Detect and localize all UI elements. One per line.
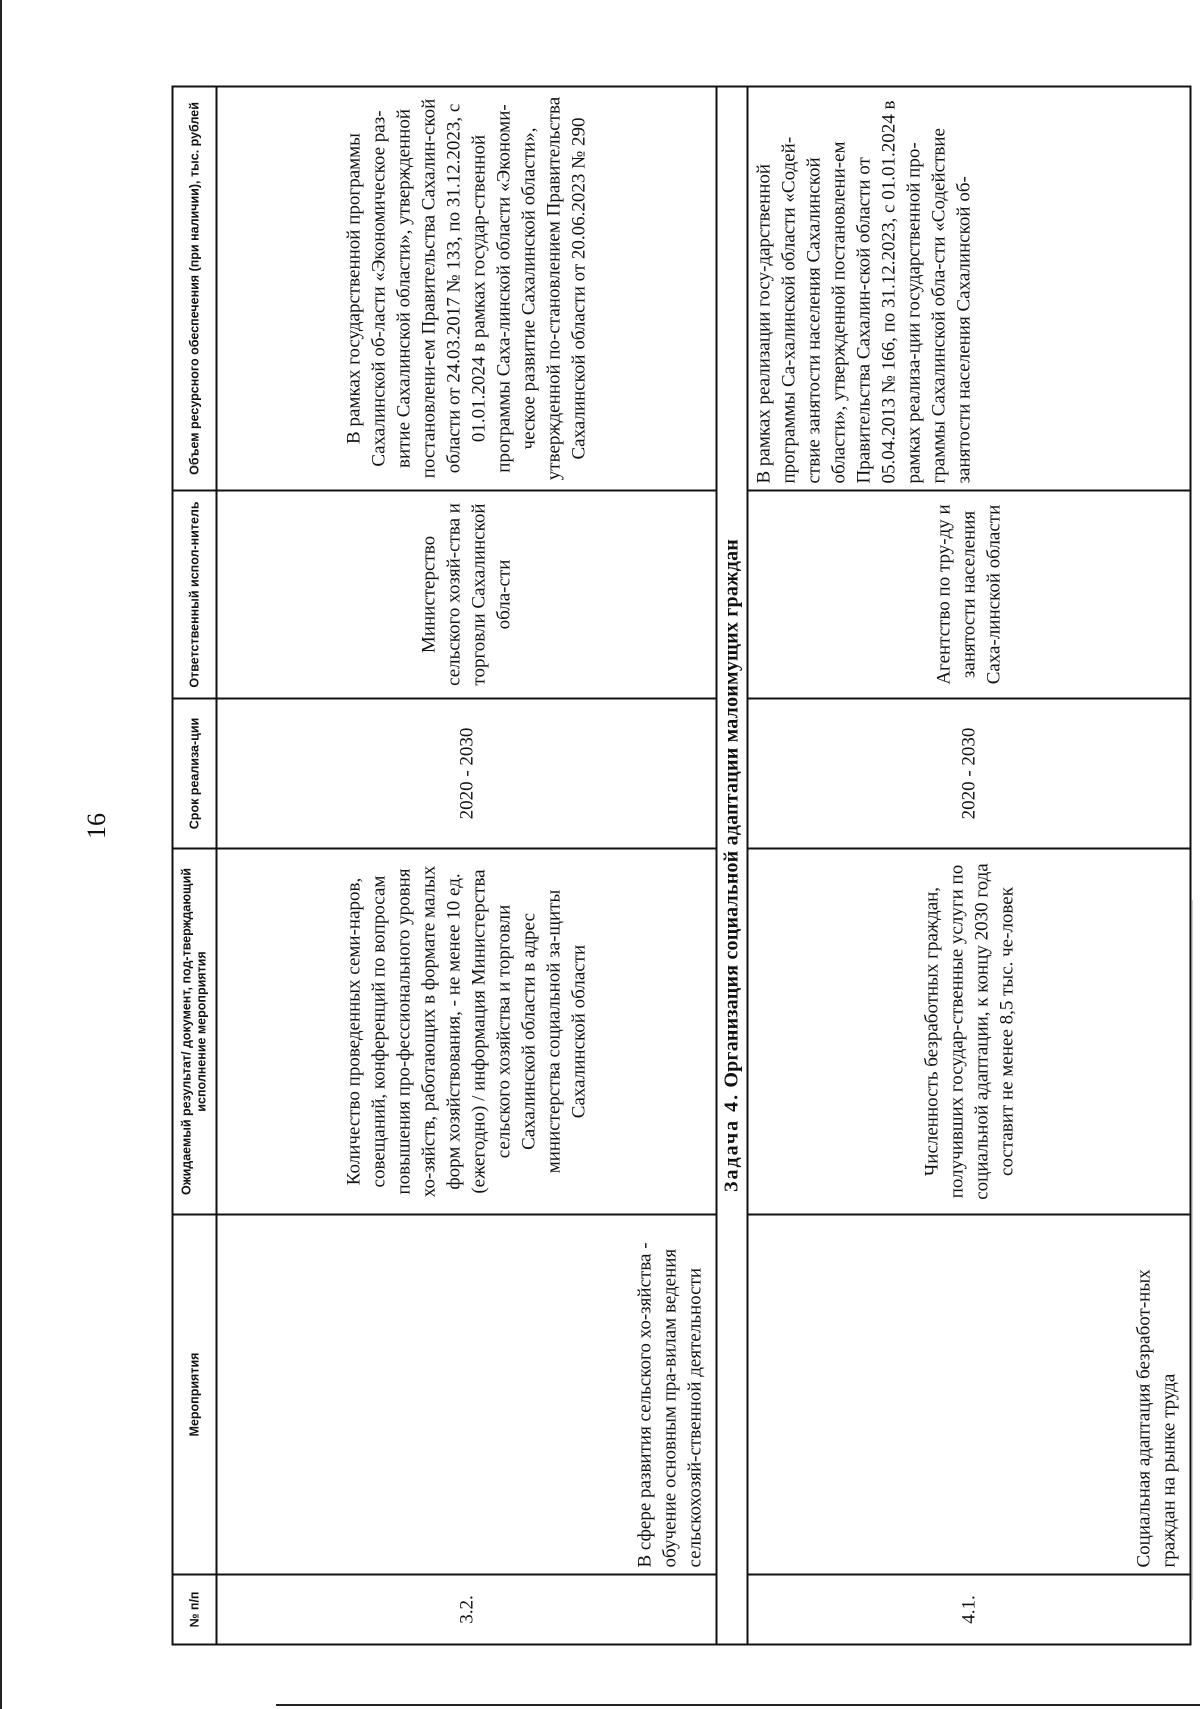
table-row bbox=[217, 87, 717, 1645]
task-title: Организация социальной адаптации малоимущих граждан bbox=[720, 538, 743, 1088]
measures-table-rotated bbox=[172, 88, 1189, 1646]
task-heading bbox=[717, 87, 748, 1645]
row-number: 4.1. bbox=[748, 1575, 1191, 1645]
row-event: В сфере развития сельского хо-зяйства - обучение основным пра-вилам ведения сельскохозяй-ственной деятельности bbox=[217, 1215, 717, 1575]
header-event: Мероприятия bbox=[173, 1215, 217, 1575]
table-row bbox=[748, 87, 1191, 1645]
row-executor: Агентство по тру-ду и занятости населения Саха-линской области bbox=[748, 491, 1191, 699]
task-label: Задача 4. bbox=[720, 1092, 743, 1193]
task-heading-row bbox=[717, 87, 748, 1645]
row-funding: В рамках государственной программы Сахалинской об-ласти «Экономическое раз-витие Сахалинской области», утвержденной постановлени-ем Правительства Сахалин-ской области от 24.03.2017 № 133, по 31.12.2023, с 01.01.2024 в рамках государ-ственной программы Саха-линской области «Экономи-ческое развитие Сахалинской области», утвержденной по-становлением Правительства Сахалинской области от 20.06.2023 № 290 bbox=[217, 87, 717, 491]
header-num: № п/п bbox=[173, 1575, 217, 1645]
header-period: Срок реализа-ции bbox=[173, 699, 217, 849]
measures-table bbox=[172, 86, 1192, 1646]
scan-edge-bottom bbox=[276, 1704, 1200, 1706]
row-result: Количество проведенных семи-наров, совещаний, конференций по вопросам повышения про-фессионального уровня хо-зяйств, работающих в формате малых форм хозяйствования, - не менее 10 ед. (ежегодно) / информация Министерства сельского хозяйства и торговли Сахалинской области в адрес министерства социальной за-щиты Сахалинской области bbox=[217, 849, 717, 1215]
header-funding: Объем ресурсного обеспечения (при наличии), тыс. рублей bbox=[173, 87, 217, 491]
row-result: Численность безработных граждан, получивших государ-ственные услуги по социальной адаптации, к концу 2030 года составит не менее 8,5 тыс. че-ловек bbox=[748, 849, 1191, 1215]
header-result: Ожидаемый результат/ документ, под-тверждающий исполнение мероприятия bbox=[173, 849, 217, 1215]
row-event: Социальная адаптация безработ-ных граждан на рынке труда bbox=[748, 1215, 1191, 1575]
row-period: 2020 - 2030 bbox=[748, 699, 1191, 849]
page-number: 16 bbox=[82, 813, 111, 839]
row-period: 2020 - 2030 bbox=[217, 699, 717, 849]
scan-edge-right bbox=[1192, 900, 1193, 1600]
row-executor: Министерство сельского хозяй-ства и торговли Сахалинской обла-сти bbox=[217, 491, 717, 699]
scan-edge-left bbox=[0, 0, 2, 1709]
table-header-row bbox=[173, 87, 217, 1645]
row-funding: В рамках реализации госу-дарственной программы Са-халинской области «Содей-ствие занятости населения Сахалинской области», утвержденной постановлени-ем Правительства Сахалин-ской области от 05.04.2013 № 166, по 31.12.2023, с 01.01.2024 в рамках реализа-ции государственной про-граммы Сахалинской обла-сти «Содействие занятости населения Сахалинской об- bbox=[748, 87, 1191, 491]
row-number: 3.2. bbox=[217, 1575, 717, 1645]
header-executor: Ответственный испол-нитель bbox=[173, 491, 217, 699]
